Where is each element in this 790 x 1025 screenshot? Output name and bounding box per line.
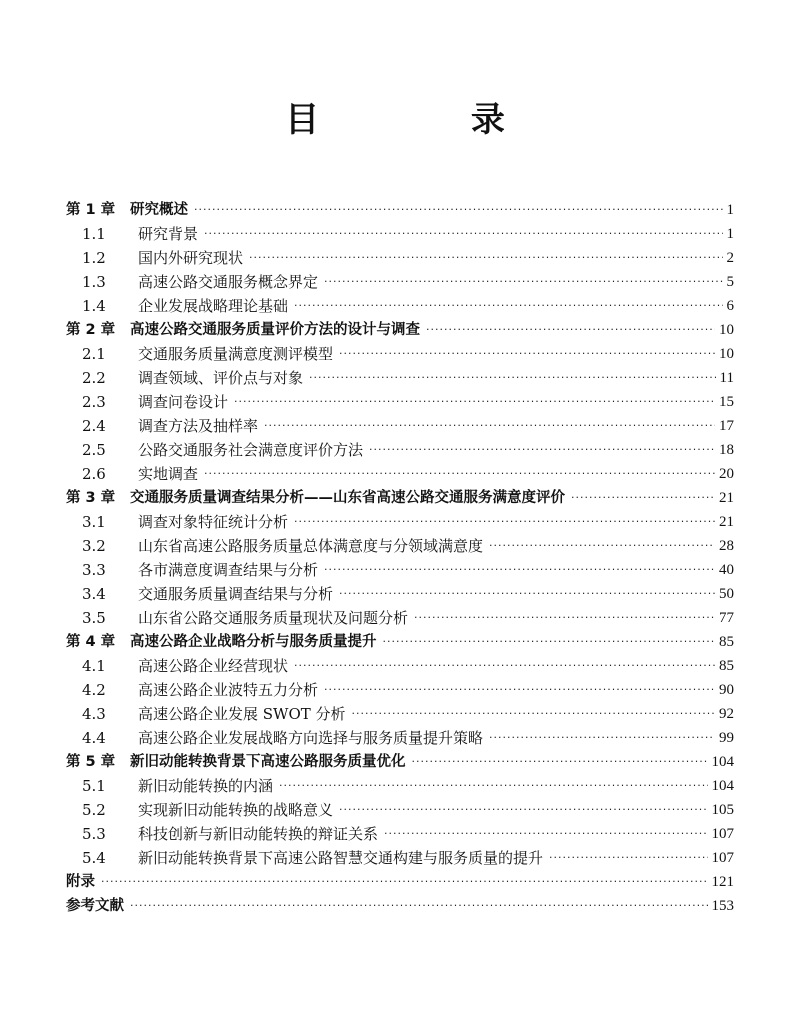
toc-entry-number: 2.4 [82,417,106,435]
toc-entry-number: 2.5 [82,441,106,459]
dot-leader [249,246,722,270]
toc-chapter-row[interactable] [66,318,734,342]
toc-chapter-row[interactable] [66,870,734,894]
toc-entry-title: 科技创新与新旧动能转换的辩证关系 [138,825,379,843]
toc-entry-title: 调查方法及抽样率 [138,417,259,435]
toc-entry-number: 3.3 [82,561,106,579]
toc-entry-number: 3.1 [82,513,106,531]
toc-entry-title: 山东省高速公路服务质量总体满意度与分领域满意度 [138,537,484,555]
toc-section-row[interactable] [66,654,734,678]
dot-leader [383,630,716,654]
toc-entry-title: 新旧动能转换背景下高速公路服务质量优化 [130,754,406,770]
toc-entry-title: 实现新旧动能转换的战略意义 [138,801,334,819]
toc-page-number: 153 [711,898,734,914]
dot-leader [264,414,715,438]
toc-page-number: 90 [719,682,734,698]
toc-section-row[interactable] [66,342,734,366]
toc-entry-title: 研究背景 [138,225,199,243]
toc-entry-title: 国内外研究现状 [138,249,244,267]
toc-section-row[interactable] [66,846,734,870]
toc-page-number: 5 [726,274,734,290]
toc-section-row[interactable] [66,558,734,582]
toc-entry-number: 2.2 [82,369,106,387]
toc-entry-title: 山东省公路交通服务质量现状及问题分析 [138,609,409,627]
toc-entry-number: 4.4 [82,729,106,747]
toc-entry-title: 高速公路企业经营现状 [138,657,289,675]
toc-page-number: 107 [711,850,734,866]
dot-leader [204,222,722,246]
toc-entry-title: 新旧动能转换的内涵 [138,777,274,795]
dot-leader [571,486,715,510]
toc-page-number: 17 [719,418,734,434]
toc-entry-number: 3.2 [82,537,106,555]
dot-leader [339,582,715,606]
dot-leader [130,894,708,918]
toc-page-number: 21 [719,490,734,506]
toc-page-number: 85 [719,658,734,674]
toc-chapter-row[interactable] [66,894,734,918]
toc-section-row[interactable] [66,222,734,246]
dot-leader [384,822,707,846]
toc-entry-number: 2.3 [82,393,106,411]
toc-entry-title: 附录 [66,874,95,890]
toc-page-number: 18 [719,442,734,458]
toc-section-row[interactable] [66,726,734,750]
dot-leader [279,774,707,798]
toc-entry-title: 高速公路企业战略分析与服务质量提升 [130,634,377,650]
toc-section-row[interactable] [66,462,734,486]
toc-entry-title: 研究概述 [130,202,188,218]
toc-section-row[interactable] [66,510,734,534]
toc-entry-title: 实地调查 [138,465,199,483]
toc-entry-number: 2.6 [82,465,106,483]
dot-leader [204,462,715,486]
toc-page-number: 99 [719,730,734,746]
dot-leader [339,798,707,822]
toc-entry-number: 1.3 [82,273,106,291]
toc-entry-title: 高速公路交通服务质量评价方法的设计与调查 [130,322,420,338]
toc-page-number: 121 [711,874,734,890]
toc-page-number: 92 [719,706,734,722]
dot-leader [339,342,715,366]
dot-leader [426,318,715,342]
toc-entry-number: 第 3 章 [66,490,116,506]
toc-section-row[interactable] [66,390,734,414]
table-of-contents [66,198,734,918]
toc-entry-number: 4.3 [82,705,106,723]
toc-page-number: 10 [719,322,734,338]
toc-entry-number: 第 2 章 [66,322,116,338]
toc-page-number: 11 [719,370,734,386]
toc-page-number: 40 [719,562,734,578]
toc-entry-title: 交通服务质量调查结果与分析 [138,585,334,603]
toc-entry-title: 交通服务质量调查结果分析——山东省高速公路交通服务满意度评价 [130,490,565,506]
dot-leader [549,846,707,870]
toc-section-row[interactable] [66,414,734,438]
dot-leader [294,510,715,534]
toc-entry-title: 参考文献 [66,898,124,914]
dot-leader [294,294,722,318]
toc-page-number: 104 [711,778,734,794]
toc-page-number: 10 [719,346,734,362]
toc-page-number: 20 [719,466,734,482]
toc-page-number: 1 [726,202,734,218]
toc-page-number: 21 [719,514,734,530]
toc-entry-number: 3.5 [82,609,106,627]
dot-leader [309,366,716,390]
toc-section-row[interactable] [66,582,734,606]
dot-leader [352,702,715,726]
dot-leader [324,270,722,294]
toc-chapter-row[interactable] [66,750,734,774]
dot-leader [414,606,715,630]
toc-page-number: 2 [726,250,734,266]
dot-leader [489,726,715,750]
toc-section-row[interactable] [66,534,734,558]
dot-leader [324,558,715,582]
toc-section-row[interactable] [66,822,734,846]
toc-entry-number: 3.4 [82,585,106,603]
toc-page-number: 77 [719,610,734,626]
dot-leader [294,654,715,678]
toc-entry-title: 调查领域、评价点与对象 [138,369,304,387]
toc-section-row[interactable] [66,798,734,822]
dot-leader [234,390,715,414]
toc-page-number: 107 [711,826,734,842]
toc-section-row[interactable] [66,366,734,390]
toc-entry-title: 高速公路交通服务概念界定 [138,273,319,291]
toc-entry-title: 高速公路企业发展 SWOT 分析 [138,705,346,723]
toc-entry-number: 1.4 [82,297,106,315]
toc-section-row[interactable] [66,774,734,798]
toc-page-number: 50 [719,586,734,602]
toc-page-number: 15 [719,394,734,410]
toc-section-row[interactable] [66,246,734,270]
toc-entry-title: 新旧动能转换背景下高速公路智慧交通构建与服务质量的提升 [138,849,544,867]
toc-entry-number: 1.1 [82,225,106,243]
toc-entry-number: 第 1 章 [66,202,116,218]
toc-section-row[interactable] [66,702,734,726]
toc-entry-number: 5.4 [82,849,106,867]
toc-page-number: 104 [711,754,734,770]
page-title: 目 录 [285,100,575,140]
toc-page-number: 28 [719,538,734,554]
toc-section-row[interactable] [66,438,734,462]
toc-page-number: 1 [726,226,734,242]
toc-entry-number: 1.2 [82,249,106,267]
toc-entry-title: 调查对象特征统计分析 [138,513,289,531]
toc-entry-title: 公路交通服务社会满意度评价方法 [138,441,364,459]
toc-chapter-row[interactable] [66,486,734,510]
toc-entry-title: 企业发展战略理论基础 [138,297,289,315]
toc-entry-number: 5.1 [82,777,106,795]
toc-section-row[interactable] [66,678,734,702]
toc-section-row[interactable] [66,270,734,294]
toc-entry-number: 第 5 章 [66,754,116,770]
toc-chapter-row[interactable] [66,198,734,222]
toc-page-number: 85 [719,634,734,650]
dot-leader [369,438,715,462]
toc-entry-title: 高速公路企业波特五力分析 [138,681,319,699]
toc-entry-number: 4.1 [82,657,106,675]
dot-leader [324,678,715,702]
toc-entry-number: 2.1 [82,345,106,363]
toc-entry-number: 5.3 [82,825,106,843]
toc-entry-number: 第 4 章 [66,634,116,650]
dot-leader [489,534,715,558]
toc-section-row[interactable] [66,606,734,630]
toc-entry-title: 各市满意度调查结果与分析 [138,561,319,579]
dot-leader [194,198,723,222]
dot-leader [412,750,708,774]
toc-entry-title: 调查问卷设计 [138,393,229,411]
toc-entry-title: 高速公路企业发展战略方向选择与服务质量提升策略 [138,729,484,747]
toc-section-row[interactable] [66,294,734,318]
dot-leader [101,870,708,894]
toc-entry-number: 4.2 [82,681,106,699]
toc-chapter-row[interactable] [66,630,734,654]
toc-entry-title: 交通服务质量满意度测评模型 [138,345,334,363]
toc-page-number: 6 [726,298,734,314]
toc-entry-number: 5.2 [82,801,106,819]
toc-page-number: 105 [711,802,734,818]
